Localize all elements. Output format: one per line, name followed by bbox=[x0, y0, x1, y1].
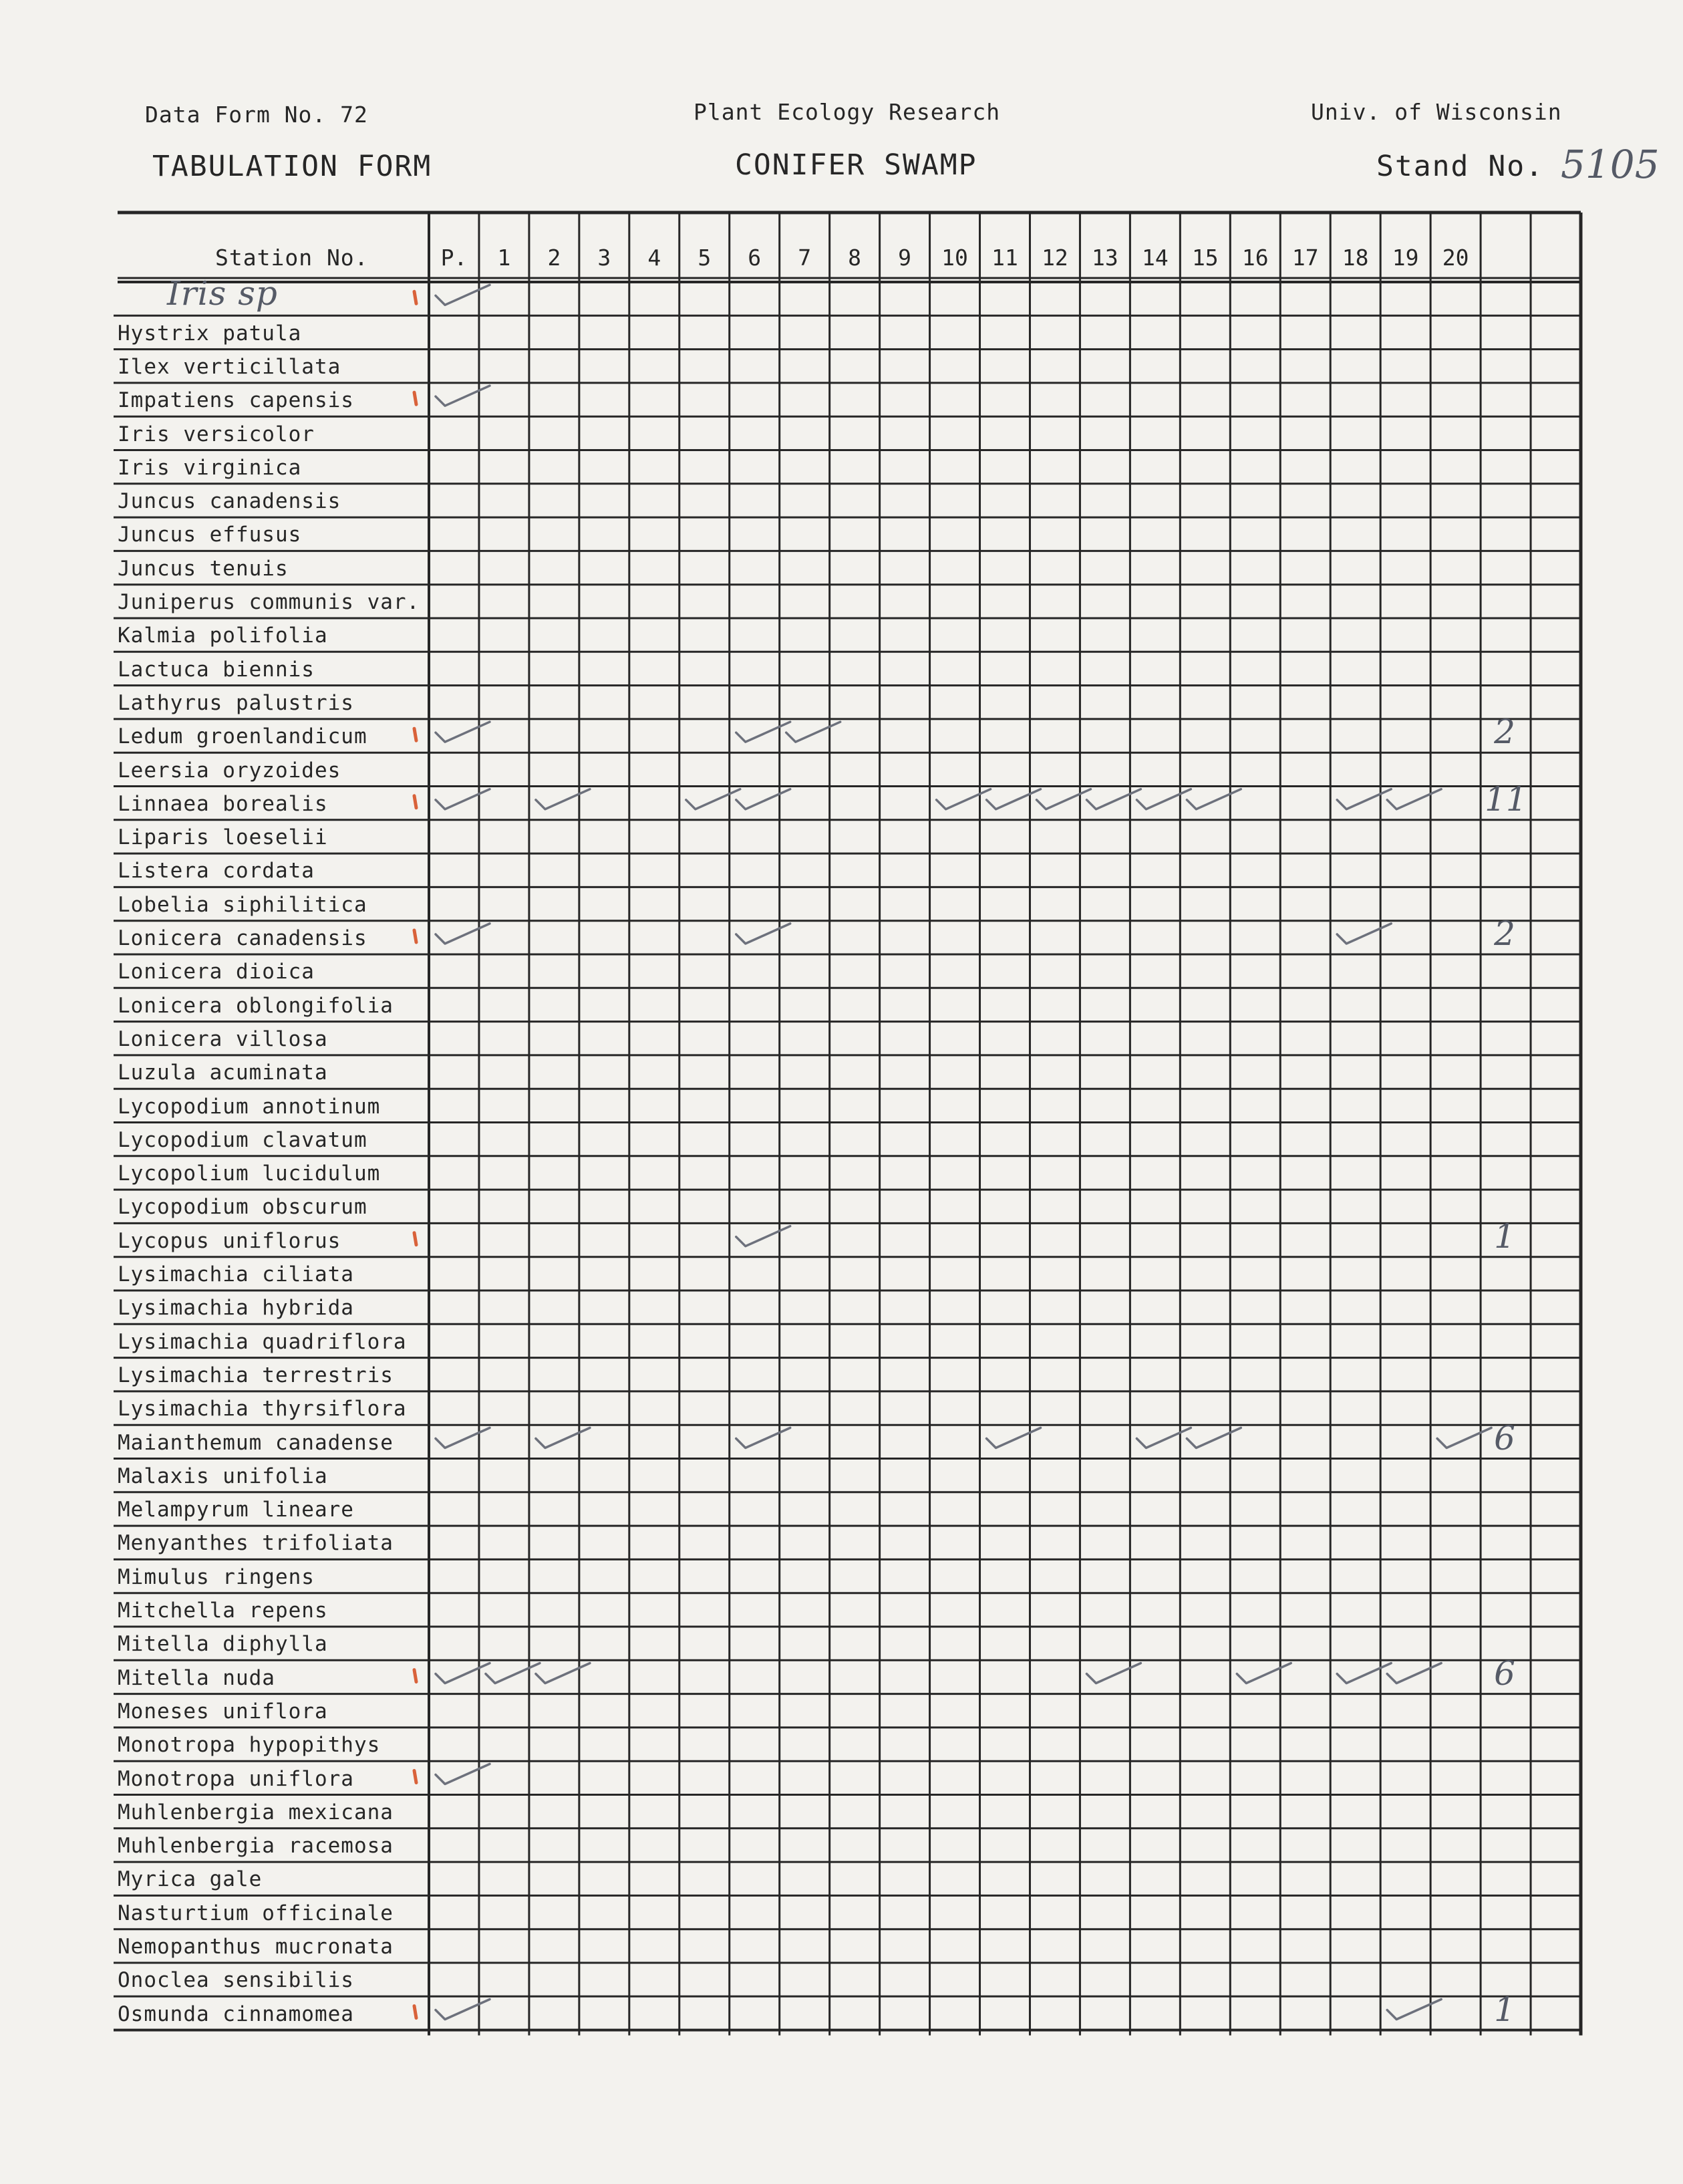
check-mark bbox=[736, 924, 790, 944]
community-title: CONIFER SWAMP bbox=[735, 148, 977, 182]
check-mark bbox=[1437, 1428, 1491, 1448]
check-mark bbox=[436, 285, 490, 305]
check-mark bbox=[436, 1764, 490, 1784]
species-name: Menyanthes trifoliata bbox=[118, 1531, 394, 1556]
species-name: Impatiens capensis bbox=[118, 388, 354, 413]
species-name: Lonicera villosa bbox=[118, 1027, 328, 1051]
station-header-2: 2 bbox=[547, 245, 561, 271]
species-name: Lycopodium clavatum bbox=[118, 1127, 367, 1152]
species-name: Lonicera canadensis bbox=[118, 926, 367, 950]
check-mark bbox=[1237, 1663, 1291, 1683]
row-total-handwritten: 2 bbox=[1494, 712, 1515, 752]
station-header-18: 18 bbox=[1342, 245, 1369, 271]
species-name: Liparis loeselii bbox=[118, 825, 328, 850]
red-margin-tick bbox=[414, 728, 416, 740]
check-mark bbox=[1036, 789, 1090, 809]
species-name: Lysimachia terrestris bbox=[118, 1363, 394, 1387]
species-name: Mitella diphylla bbox=[118, 1632, 328, 1657]
species-name: Lycopodium obscurum bbox=[118, 1195, 367, 1220]
species-name: Lysimachia hybrida bbox=[118, 1296, 354, 1321]
station-header-11: 11 bbox=[991, 245, 1018, 271]
row-total-handwritten: 1 bbox=[1494, 1216, 1515, 1256]
check-mark bbox=[736, 722, 790, 742]
row-total-handwritten: 11 bbox=[1485, 779, 1527, 819]
station-header-3: 3 bbox=[597, 245, 611, 271]
stand-label: Stand No. bbox=[1376, 150, 1544, 183]
species-name: Lysimachia quadriflora bbox=[118, 1329, 407, 1354]
species-name: Iris versicolor bbox=[118, 422, 315, 446]
species-name: Lathyrus palustris bbox=[118, 690, 354, 715]
check-mark bbox=[1387, 789, 1441, 809]
red-margin-tick bbox=[414, 291, 416, 303]
station-header-8: 8 bbox=[848, 245, 862, 271]
check-mark bbox=[1086, 789, 1140, 809]
species-name: Maianthemum canadense bbox=[118, 1430, 394, 1455]
check-mark bbox=[1086, 1663, 1140, 1683]
form-title: TABULATION FORM bbox=[152, 150, 432, 183]
species-name: Hystrix patula bbox=[118, 321, 302, 346]
species-name: Listera cordata bbox=[118, 859, 315, 883]
station-header-16: 16 bbox=[1241, 245, 1269, 271]
row-total-handwritten: 2 bbox=[1494, 914, 1515, 953]
check-mark bbox=[987, 1428, 1041, 1448]
species-name: Lycopodium annotinum bbox=[118, 1094, 381, 1119]
station-header-12: 12 bbox=[1042, 245, 1068, 271]
species-name: Muhlenbergia mexicana bbox=[118, 1800, 394, 1824]
check-mark bbox=[937, 789, 991, 809]
red-margin-tick bbox=[414, 796, 416, 808]
check-mark bbox=[436, 386, 490, 406]
check-mark bbox=[1387, 2000, 1441, 2020]
species-name: Lobelia siphilitica bbox=[118, 892, 367, 917]
check-mark bbox=[1387, 1663, 1441, 1683]
species-name: Iris sp bbox=[167, 274, 278, 313]
check-mark bbox=[536, 789, 590, 809]
species-name: Leersia oryzoides bbox=[118, 758, 341, 783]
species-name: Lycopus uniflorus bbox=[118, 1228, 341, 1253]
form-number: Data Form No. 72 bbox=[145, 102, 368, 128]
check-mark bbox=[1136, 789, 1191, 809]
red-margin-tick bbox=[414, 930, 416, 942]
stand-number-handwritten: 5105 bbox=[1561, 142, 1660, 187]
species-name: Mitella nuda bbox=[118, 1665, 275, 1690]
station-header-20: 20 bbox=[1442, 245, 1469, 271]
university-name: Univ. of Wisconsin bbox=[1311, 99, 1562, 125]
species-name: Lycopolium lucidulum bbox=[118, 1162, 381, 1186]
check-mark bbox=[436, 722, 490, 742]
row-total-handwritten: 6 bbox=[1494, 1653, 1515, 1693]
check-mark bbox=[436, 2000, 490, 2020]
red-margin-tick bbox=[414, 2006, 416, 2018]
red-margin-tick bbox=[414, 1771, 416, 1783]
station-header-10: 10 bbox=[941, 245, 968, 271]
species-name: Iris virginica bbox=[118, 455, 302, 480]
research-title: Plant Ecology Research bbox=[694, 99, 1001, 125]
station-header-P: P. bbox=[440, 245, 468, 271]
station-header-9: 9 bbox=[898, 245, 911, 271]
check-mark bbox=[436, 1428, 490, 1448]
species-name: Onoclea sensibilis bbox=[118, 1968, 354, 1993]
species-name: Juncus tenuis bbox=[118, 556, 289, 581]
station-header-19: 19 bbox=[1392, 245, 1419, 271]
station-header-17: 17 bbox=[1291, 245, 1319, 271]
species-name: Juniperus communis var. bbox=[118, 590, 420, 614]
check-mark bbox=[1337, 789, 1391, 809]
species-name: Lactuca biennis bbox=[118, 657, 315, 682]
species-name: Lysimachia ciliata bbox=[118, 1262, 354, 1286]
check-mark bbox=[686, 789, 740, 809]
check-mark bbox=[486, 1663, 540, 1683]
station-no-label: Station No. bbox=[215, 245, 369, 271]
check-mark bbox=[736, 789, 790, 809]
check-mark bbox=[436, 924, 490, 944]
check-mark bbox=[1187, 789, 1241, 809]
species-name: Osmunda cinnamomea bbox=[118, 2002, 354, 2026]
species-name: Ledum groenlandicum bbox=[118, 724, 367, 749]
species-name: Juncus canadensis bbox=[118, 489, 341, 514]
check-mark bbox=[436, 1663, 490, 1683]
red-margin-tick bbox=[414, 392, 416, 404]
station-header-4: 4 bbox=[647, 245, 661, 271]
station-header-1: 1 bbox=[497, 245, 511, 271]
species-name: Nasturtium officinale bbox=[118, 1901, 394, 1925]
species-name: Lonicera dioica bbox=[118, 960, 315, 984]
species-name: Kalmia polifolia bbox=[118, 624, 328, 648]
check-mark bbox=[736, 1226, 790, 1246]
species-name: Monotropa uniflora bbox=[118, 1766, 354, 1791]
species-name: Moneses uniflora bbox=[118, 1699, 328, 1724]
species-name: Juncus effusus bbox=[118, 523, 302, 547]
station-header-14: 14 bbox=[1141, 245, 1169, 271]
station-header-6: 6 bbox=[748, 245, 762, 271]
species-name: Linnaea borealis bbox=[118, 791, 328, 816]
station-header-5: 5 bbox=[698, 245, 712, 271]
species-name: Lysimachia thyrsiflora bbox=[118, 1397, 407, 1421]
species-name: Ilex verticillata bbox=[118, 354, 341, 379]
species-name: Muhlenbergia racemosa bbox=[118, 1834, 394, 1859]
check-mark bbox=[1337, 924, 1391, 944]
check-mark bbox=[786, 722, 840, 742]
row-total-handwritten: 6 bbox=[1494, 1418, 1515, 1458]
species-name: Lonicera oblongifolia bbox=[118, 993, 394, 1018]
check-mark bbox=[1337, 1663, 1391, 1683]
check-mark bbox=[1136, 1428, 1191, 1448]
red-margin-tick bbox=[414, 1233, 416, 1245]
station-header-7: 7 bbox=[798, 245, 812, 271]
check-mark bbox=[536, 1663, 590, 1683]
species-name: Myrica gale bbox=[118, 1867, 263, 1892]
species-name: Mitchella repens bbox=[118, 1599, 328, 1623]
check-mark bbox=[536, 1428, 590, 1448]
species-name: Nemopanthus mucronata bbox=[118, 1935, 394, 1959]
species-name: Monotropa hypopithys bbox=[118, 1733, 381, 1758]
check-mark bbox=[436, 789, 490, 809]
species-name: Malaxis unifolia bbox=[118, 1464, 328, 1488]
station-header-13: 13 bbox=[1092, 245, 1118, 271]
check-mark bbox=[1187, 1428, 1241, 1448]
station-header-15: 15 bbox=[1191, 245, 1219, 271]
check-mark bbox=[736, 1428, 790, 1448]
species-name: Melampyrum lineare bbox=[118, 1498, 354, 1522]
red-margin-tick bbox=[414, 1670, 416, 1682]
check-mark bbox=[987, 789, 1041, 809]
species-name: Mimulus ringens bbox=[118, 1564, 315, 1589]
row-total-handwritten: 1 bbox=[1494, 1990, 1515, 2029]
species-name: Luzula acuminata bbox=[118, 1061, 328, 1085]
